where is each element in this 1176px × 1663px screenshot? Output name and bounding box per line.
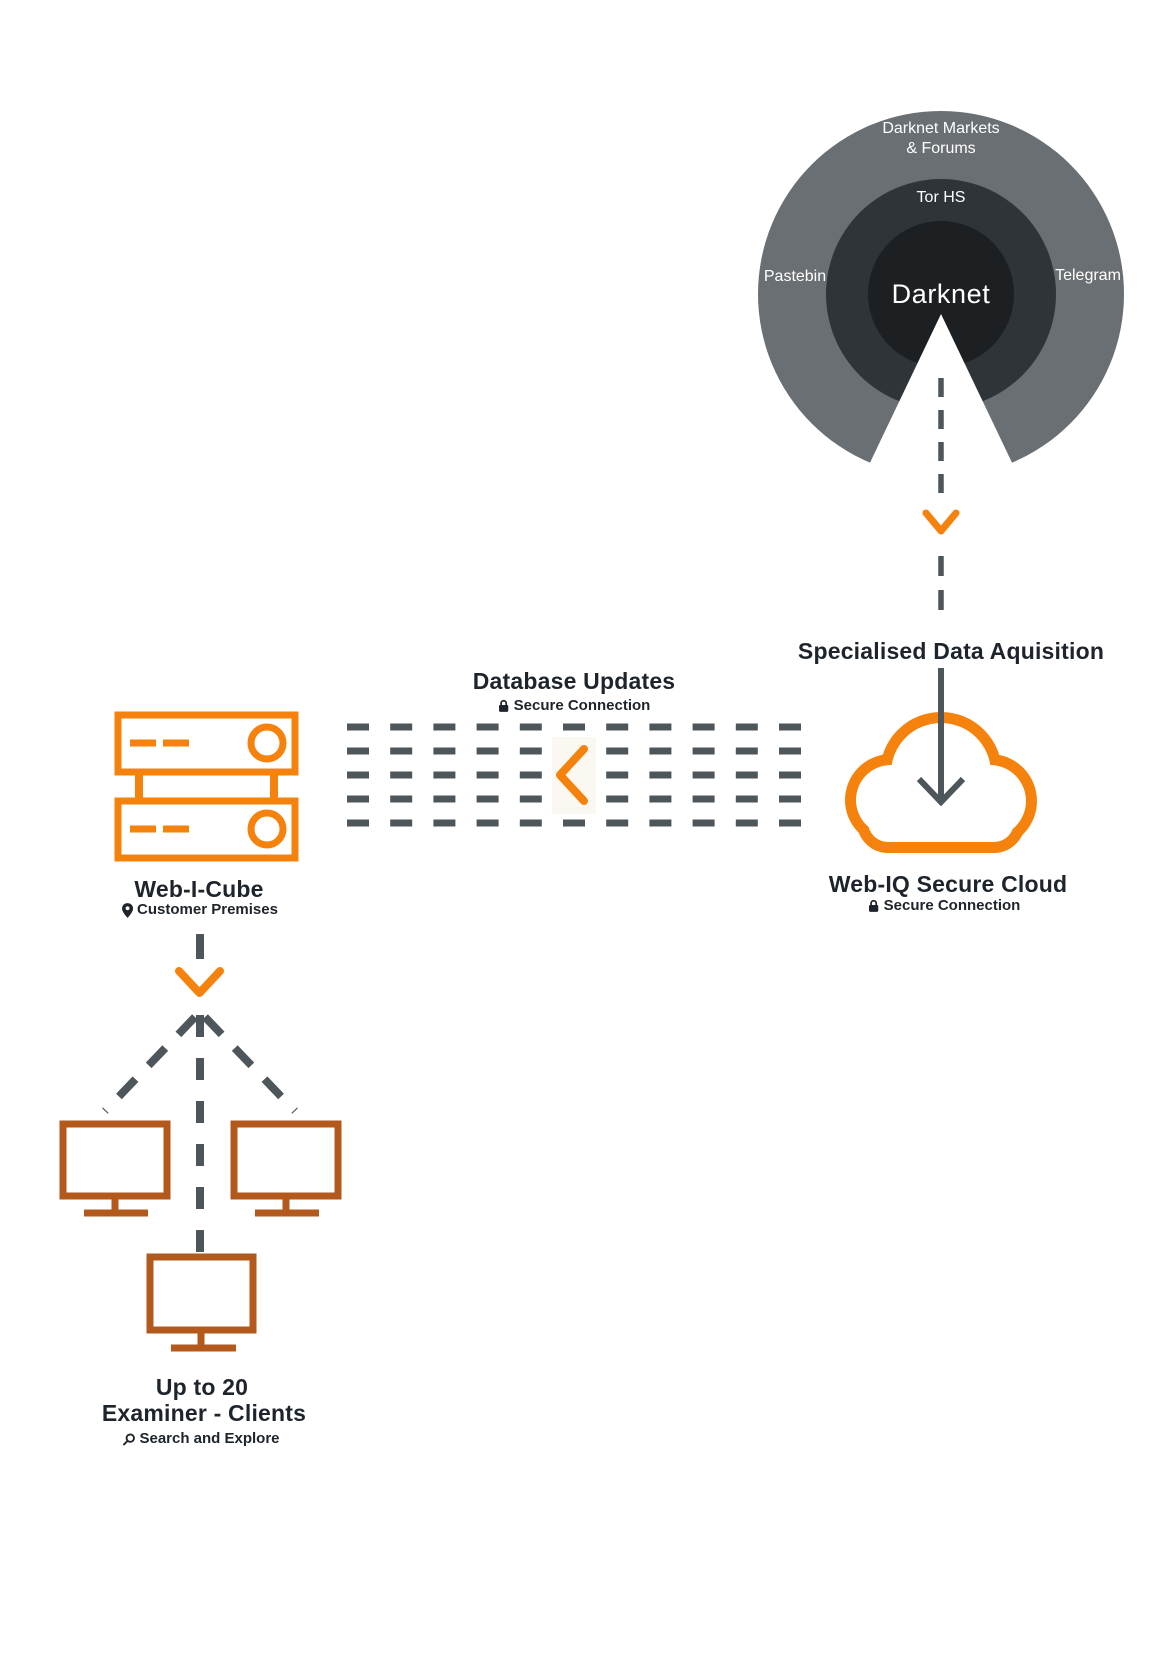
- monitor-icon: [63, 1124, 167, 1213]
- security-label: Secure Connection: [883, 897, 1021, 914]
- security-label: Secure Connection: [513, 697, 651, 714]
- wheel-label-telegram: Telegram: [1055, 267, 1121, 284]
- wheel-label-tor-hs: Tor HS: [916, 189, 966, 206]
- action-label: Search and Explore: [139, 1430, 280, 1447]
- clients-name-line: Examiner - Clients: [101, 1400, 307, 1426]
- acquisition-label: Specialised Data Aquisition: [797, 638, 1105, 664]
- server-title: Web-I-Cube: [134, 876, 264, 902]
- lock-icon: [868, 899, 880, 913]
- search-icon: [122, 1433, 135, 1446]
- server-icon: [118, 715, 295, 858]
- lock-icon: [498, 699, 510, 713]
- location-pin-icon: [122, 903, 133, 918]
- clients-count-line: Up to 20: [155, 1374, 249, 1400]
- wheel-label-darknet: Darknet: [891, 279, 991, 309]
- cloud-security: [868, 897, 1021, 915]
- database-updates-title: Database Updates: [472, 668, 676, 694]
- server-location: [122, 901, 278, 919]
- monitor-icon: [150, 1257, 253, 1348]
- database-updates-security: [498, 697, 651, 715]
- wheel-label-markets-forums: Darknet Markets & Forums: [882, 120, 1000, 157]
- monitor-icon: [234, 1124, 338, 1213]
- cloud-title: Web-IQ Secure Cloud: [828, 871, 1068, 897]
- clients-action: [122, 1430, 279, 1448]
- chevron-down-icon: [926, 513, 956, 531]
- chevron-down-icon: [179, 971, 220, 993]
- location-label: Customer Premises: [137, 901, 278, 918]
- wheel-label-pastebin: Pastebin: [763, 268, 827, 285]
